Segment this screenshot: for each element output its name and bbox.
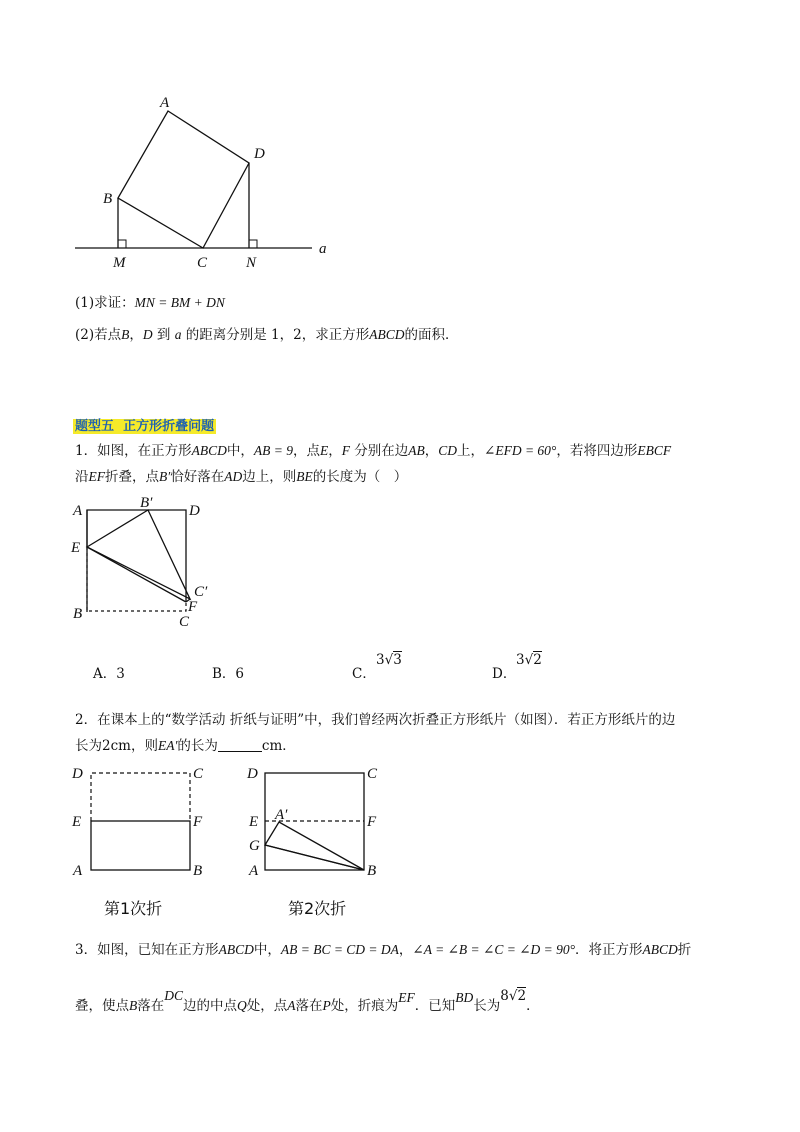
t: 中，	[253, 942, 281, 958]
t: 分别在边	[349, 443, 409, 459]
q3-line-2	[75, 988, 540, 1016]
fold1-rect	[91, 821, 190, 870]
t: 叠，使点	[75, 998, 129, 1014]
label-C: C	[193, 766, 204, 782]
label-A: A	[160, 95, 170, 111]
label-B: B	[103, 191, 113, 207]
t: B′	[159, 469, 171, 484]
caption-fold-1: 第1次折	[104, 899, 163, 918]
label-A: A	[73, 503, 83, 519]
t: 的面积．	[404, 327, 459, 343]
t: CD	[438, 443, 458, 458]
t: DC	[164, 988, 184, 1003]
square-top-right	[87, 510, 186, 612]
t: 6	[235, 666, 245, 682]
t: ABCD	[218, 942, 254, 957]
t: 折叠，点	[105, 469, 159, 485]
t: ∠EFD = 60°	[484, 443, 557, 458]
dashed-original	[87, 547, 186, 611]
label-E2: E	[249, 814, 259, 830]
label-D: D	[254, 146, 265, 162]
option-d-value	[516, 652, 542, 668]
label-G: G	[249, 838, 260, 854]
t: 2	[517, 988, 527, 1004]
figure-square-on-line	[60, 90, 350, 280]
label-F2: F	[367, 814, 377, 830]
t: 的距离分别是 1，2，求正方形	[181, 327, 370, 343]
t: ，	[129, 327, 143, 343]
t: ABCD	[369, 327, 405, 342]
right-angle-N	[249, 240, 257, 248]
t: 3	[116, 666, 125, 682]
label-E: E	[72, 814, 82, 830]
t: 处，点	[246, 998, 288, 1014]
label-F: F	[188, 599, 198, 615]
t: ∠A = ∠B = ∠C = ∠D = 90°	[412, 942, 576, 957]
t: BD	[455, 990, 474, 1005]
sqrt-sign: √	[508, 988, 518, 1004]
section-heading	[73, 415, 216, 434]
t: ，若将四边形	[556, 443, 638, 459]
t: ．已知	[414, 998, 456, 1014]
answer-blank[interactable]	[218, 737, 262, 752]
part1-prefix: (1)求证：	[75, 295, 135, 311]
t: 的长为	[177, 738, 218, 754]
q3-line-1	[75, 940, 691, 960]
t: ，	[424, 443, 439, 459]
fold2-triangle	[265, 822, 364, 870]
t: 折	[677, 942, 692, 958]
label-Ap: A′	[275, 807, 288, 823]
label-A: A	[73, 863, 83, 879]
option-d[interactable]	[492, 664, 516, 684]
label-D: D	[189, 503, 200, 519]
t: ，	[328, 443, 342, 459]
t: ，点	[292, 443, 320, 459]
t: 中，	[226, 443, 254, 459]
q2-line-2	[75, 736, 296, 756]
fold-EF	[87, 547, 186, 602]
t: 上，	[457, 443, 485, 459]
label-D2: D	[247, 766, 258, 782]
label-A2: A	[249, 863, 259, 879]
t: ．	[526, 998, 540, 1014]
label-C2: C	[367, 766, 378, 782]
square-ABCD	[118, 111, 249, 248]
label-F: F	[193, 814, 203, 830]
section-title: 正方形折叠问题	[123, 419, 215, 434]
t: AB = BC = CD = DA	[280, 942, 399, 957]
t: B	[121, 327, 130, 342]
fold1-dashed	[91, 773, 190, 821]
q1-line-1	[75, 441, 671, 461]
t: ，	[398, 942, 413, 958]
fold2-GB	[265, 845, 364, 870]
part1-formula: MN = BM + DN	[134, 295, 225, 310]
t: 处，折痕为	[330, 998, 399, 1014]
figure-q2-folds	[65, 758, 405, 923]
label-a: a	[319, 241, 327, 257]
t: 边上，则	[242, 469, 297, 485]
t: 3．如图，已知在正方形	[75, 942, 219, 958]
question-part-2	[75, 325, 458, 345]
label-B: B	[193, 863, 203, 879]
t: AB	[408, 443, 425, 458]
t: EA′	[157, 738, 178, 753]
t: 8	[500, 988, 509, 1004]
t: cm	[261, 738, 283, 754]
t: ABCD	[642, 942, 678, 957]
t: EF	[88, 469, 105, 484]
t: EF	[398, 990, 415, 1005]
t: 落在	[295, 998, 323, 1014]
t: (2)若点	[75, 327, 122, 343]
t: 1．如图，在正方形	[75, 443, 192, 459]
label-Cp: C′	[194, 584, 208, 600]
folded-triangle	[87, 510, 190, 599]
t: B．	[212, 666, 236, 682]
option-a[interactable]	[93, 664, 125, 684]
t: 到	[152, 327, 175, 343]
option-c[interactable]	[352, 664, 376, 684]
label-B: B	[73, 606, 83, 622]
right-angle-M	[118, 240, 126, 248]
t: 长为	[473, 998, 501, 1014]
t: 2	[533, 652, 542, 668]
label-Bp: B′	[140, 495, 153, 511]
t: 长为	[75, 738, 102, 754]
t: E	[319, 443, 329, 458]
t: 3	[376, 652, 385, 668]
t: A．	[93, 666, 117, 682]
section-badge	[73, 419, 216, 434]
t: AB = 9	[253, 443, 293, 458]
q1-line-2	[75, 467, 407, 487]
t: F	[341, 443, 350, 458]
label-N: N	[246, 255, 257, 271]
figure-q1-fold	[68, 495, 228, 630]
q2-line-1: 2．在课本上的“数学活动 折纸与证明”中，我们曾经两次折叠正方形纸片（如图）．若正方形纸片的边	[75, 712, 676, 728]
label-M: M	[113, 255, 126, 271]
t: EBCF	[637, 443, 672, 458]
caption-fold-2: 第2次折	[288, 899, 347, 918]
sqrt-sign: √	[524, 652, 534, 668]
t: 边的中点	[183, 998, 238, 1014]
label-B2: B	[367, 863, 377, 879]
t: P	[322, 998, 331, 1013]
t: D．	[492, 666, 517, 682]
option-b[interactable]	[212, 664, 244, 684]
t: a	[174, 327, 182, 342]
t: 3	[516, 652, 525, 668]
t: B	[129, 998, 138, 1013]
t: ABCD	[191, 443, 227, 458]
question-part-1	[75, 293, 225, 313]
t: 2cm	[102, 738, 131, 754]
t: 3	[393, 652, 402, 668]
t: ，则	[130, 738, 158, 754]
label-D: D	[72, 766, 83, 782]
t: ．	[282, 738, 296, 754]
t: BE	[296, 469, 313, 484]
t: 沿	[75, 469, 89, 485]
t: D	[142, 327, 153, 342]
t: 落在	[137, 998, 165, 1014]
label-C: C	[197, 255, 208, 271]
section-label: 题型五	[75, 419, 115, 434]
label-E: E	[71, 540, 81, 556]
t: 恰好落在	[170, 469, 225, 485]
sqrt-sign: √	[384, 652, 394, 668]
t: 的长度为（ ）	[312, 469, 408, 485]
option-c-value	[376, 652, 402, 668]
label-C: C	[179, 614, 190, 630]
t: C．	[352, 666, 376, 682]
t: A	[287, 998, 296, 1013]
t: Q	[237, 998, 247, 1013]
t: ．将正方形	[575, 942, 643, 958]
t: AD	[224, 469, 243, 484]
